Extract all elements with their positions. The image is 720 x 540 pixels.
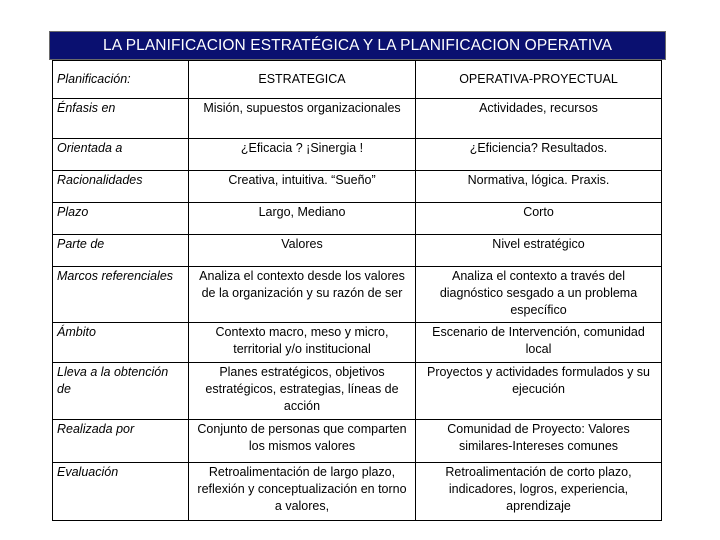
cell-operativa: Escenario de Intervención, comunidad local	[416, 323, 662, 363]
header-estrategica: ESTRATEGICA	[189, 61, 416, 99]
table-row	[53, 363, 662, 420]
table-row	[53, 420, 662, 463]
table-row	[53, 99, 662, 139]
cell-operativa: Nivel estratégico	[416, 235, 662, 267]
cell-operativa: Analiza el contexto a través del diagnóstico sesgado a un problema específico	[416, 267, 662, 323]
table-row	[53, 463, 662, 521]
comparison-table	[52, 60, 662, 521]
row-label: Énfasis en	[53, 99, 189, 139]
cell-estrategica: Planes estratégicos, objetivos estratégicos, estrategias, líneas de acción	[189, 363, 416, 420]
cell-estrategica: Valores	[189, 235, 416, 267]
title-bar	[49, 31, 666, 60]
row-label: Evaluación	[53, 463, 189, 521]
cell-estrategica: Retroalimentación de largo plazo, reflexión y conceptualización en torno a valores,	[189, 463, 416, 521]
cell-operativa: Proyectos y actividades formulados y su ejecución	[416, 363, 662, 420]
table-row	[53, 139, 662, 171]
row-label: Parte de	[53, 235, 189, 267]
cell-estrategica: Contexto macro, meso y micro, territorial y/o institucional	[189, 323, 416, 363]
row-label: Lleva a la obtención de	[53, 363, 189, 420]
cell-operativa: Corto	[416, 203, 662, 235]
row-label: Marcos referenciales	[53, 267, 189, 323]
table-row	[53, 203, 662, 235]
row-label: Realizada por	[53, 420, 189, 463]
cell-operativa: Comunidad de Proyecto: Valores similares-Intereses comunes	[416, 420, 662, 463]
cell-estrategica: Conjunto de personas que comparten los mismos valores	[189, 420, 416, 463]
cell-operativa: Normativa, lógica. Praxis.	[416, 171, 662, 203]
row-label: Plazo	[53, 203, 189, 235]
cell-estrategica: ¿Eficacia ? ¡Sinergia !	[189, 139, 416, 171]
cell-operativa: Retroalimentación de corto plazo, indicadores, logros, experiencia, aprendizaje	[416, 463, 662, 521]
row-label: Ámbito	[53, 323, 189, 363]
cell-operativa: ¿Eficiencia? Resultados.	[416, 139, 662, 171]
cell-estrategica: Misión, supuestos organizacionales	[189, 99, 416, 139]
row-label: Orientada a	[53, 139, 189, 171]
table-row	[53, 235, 662, 267]
cell-estrategica: Largo, Mediano	[189, 203, 416, 235]
table-header-row	[53, 61, 662, 99]
table-row	[53, 171, 662, 203]
cell-operativa: Actividades, recursos	[416, 99, 662, 139]
page-title: LA PLANIFICACION ESTRATÉGICA Y LA PLANIFICACION OPERATIVA	[102, 36, 613, 54]
table-row	[53, 323, 662, 363]
cell-estrategica: Creativa, intuitiva. “Sueño”	[189, 171, 416, 203]
table-row	[53, 267, 662, 323]
header-planificacion: Planificación:	[53, 61, 189, 99]
row-label: Racionalidades	[53, 171, 189, 203]
cell-estrategica: Analiza el contexto desde los valores de la organización y su razón de ser	[189, 267, 416, 323]
header-operativa: OPERATIVA-PROYECTUAL	[416, 61, 662, 99]
